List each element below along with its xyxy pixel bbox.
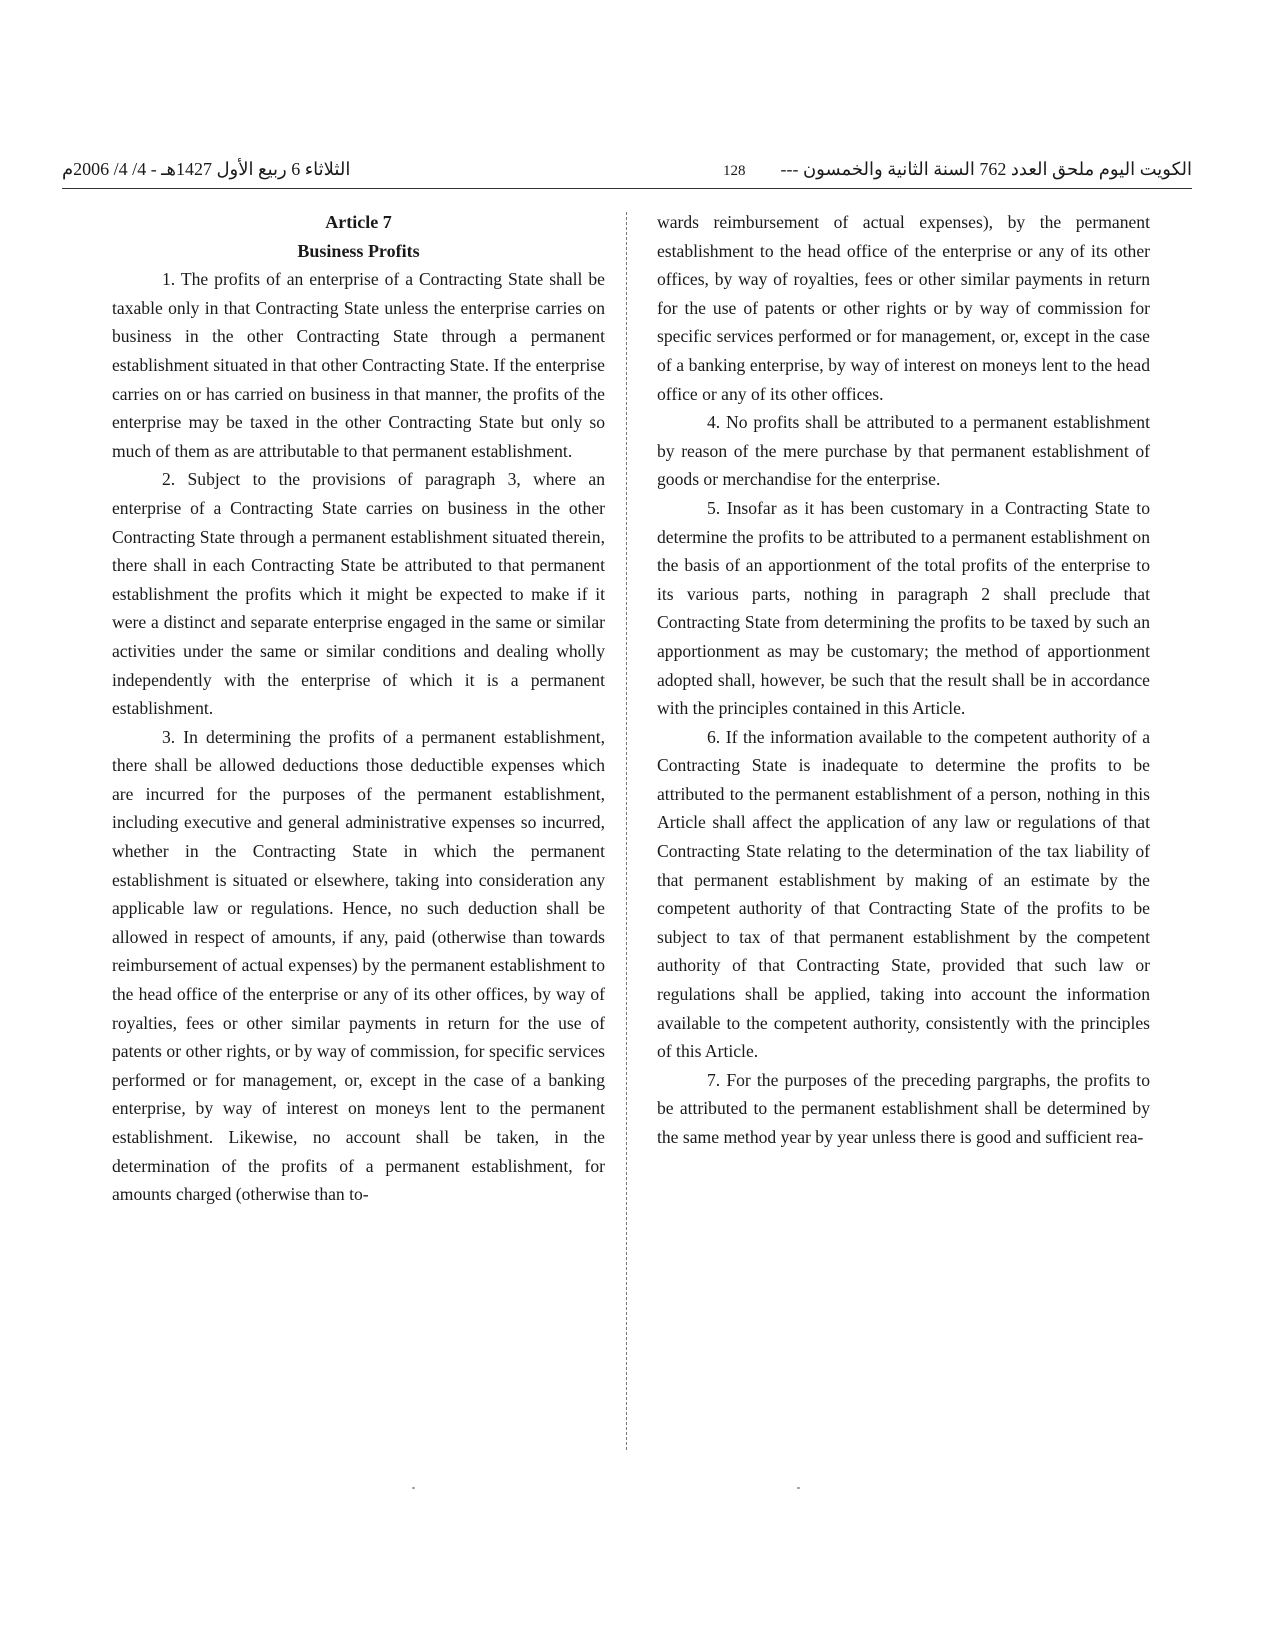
scan-speck: [412, 1487, 415, 1489]
paragraph: 3. In determining the profits of a permanent establishment, there shall be allowed deductions those deductible expenses which are incurred for the purposes of the permanent establishment, including executive and general administrative expenses so incurred, whether in the Contracting State in which the permanent establishment is situated or elsewhere, taking into consideration any applicable law or regulations. Hence, no such deduction shall be allowed in respect of amounts, if any, paid (otherwise than towards reimbursement of actual expenses) by the permanent establishment to the head office of the enterprise or any of its other offices, by way of royalties, fees or other similar payments in return for the use of patents or other rights, or by way of commission, for specific services performed or for management, or, except in the case of a banking enterprise, by way of interest on moneys lent to the permanent establishment. Likewise, no account shall be taken, in the determination of the profits of a permanent establishment, for amounts charged (otherwise than to-: [112, 726, 605, 1205]
header-publication: الكويت اليوم ملحق العدد 762 السنة الثانية والخمسون ---: [780, 159, 1192, 179]
right-column: [657, 208, 1150, 1152]
paragraph: 7. For the purposes of the preceding pargraphs, the profits to be attributed to the permanent establishment shall be determined by the same method year by year unless there is good and sufficient rea-: [657, 1069, 1150, 1147]
paragraph: 6. If the information available to the competent authority of a Contracting State is inadequate to determine the profits to be attributed to the permanent establishment of a person, nothing in this Article shall affect the application of any law or regulations of that Contracting State relating to the determination of the tax liability of that permanent establishment by making of an estimate by the competent authority of that Contracting State of the profits to be subject to tax of that permanent establishment by the competent authority of that Contracting State, provided that such law or regulations shall be applied, taking into account the information available to the competent authority, consistently with the principles of this Article.: [657, 726, 1150, 1062]
paragraph: 1. The profits of an enterprise of a Contracting State shall be taxable only in that Contracting State unless the enterprise carries on business in the other Contracting State through a permanent establishment situated in that other Contracting State. If the enterprise carries on or has carried on business in that manner, the profits of the enterprise may be taxed in the other Contracting State but only so much of them as are attributable to that permanent establishment.: [112, 269, 605, 461]
page-header: [62, 148, 1192, 189]
page-number: 128: [723, 163, 746, 179]
paragraph-continuation: wards reimbursement of actual expenses), by the permanent establishment to the head office of the enterprise or any of its other offices, by way of royalties, fees or other similar payments in return for the use of patents or other rights or by way of commission for specific services performed or for management, or, except in the case of a banking enterprise, by way of interest on moneys lent to the head office or any of its other offices.: [657, 212, 1150, 404]
header-date: الثلاثاء 6 ربيع الأول 1427هـ - 4/ 4/ 2006م: [62, 159, 351, 179]
article-subheading: Business Profits: [297, 240, 420, 261]
left-column: [112, 208, 605, 1209]
paragraph: 4. No profits shall be attributed to a permanent establishment by reason of the mere purchase by that permanent establishment of goods or merchandise for the enterprise.: [657, 412, 1150, 490]
paragraph: 2. Subject to the provisions of paragraph 3, where an enterprise of a Contracting State carries on business in the other Contracting State through a permanent establishment situated therein, there shall in each Contracting State be attributed to that permanent establishment the profits which it might be expected to make if it were a distinct and separate enterprise engaged in the same or similar activities under the same or similar conditions and dealing wholly independently with the enterprise of which it is a permanent establishment.: [112, 469, 605, 719]
article-heading: Article 7: [325, 212, 392, 232]
scan-speck: [797, 1487, 800, 1489]
paragraph: 5. Insofar as it has been customary in a Contracting State to determine the profits to be attributed to a permanent establishment on the basis of an apportionment of the total profits of the enterprise to its various parts, nothing in paragraph 2 shall preclude that Contracting State from determining the profits to be taxed by such an apportionment as may be customary; the method of apportionment adopted shall, however, be such that the result shall be in accordance with the principles contained in this Article.: [657, 497, 1150, 719]
column-divider: [626, 212, 627, 1450]
